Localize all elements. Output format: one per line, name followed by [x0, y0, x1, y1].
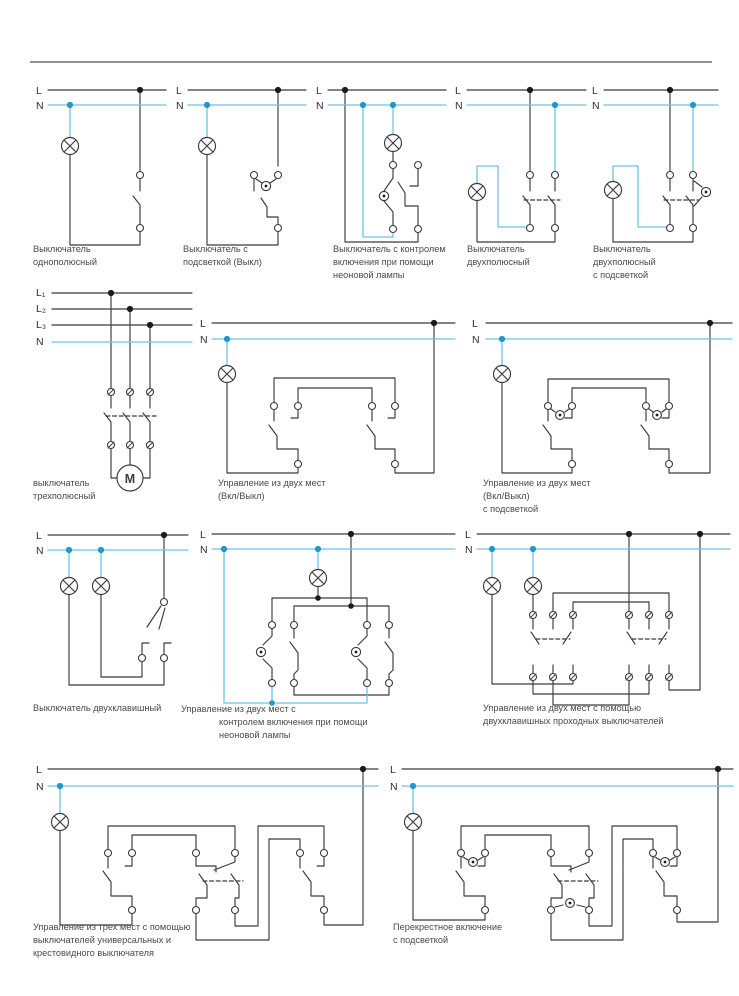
svg-text:выключателей универсальных и: выключателей универсальных и	[33, 935, 172, 945]
wiring	[212, 534, 455, 695]
line-label: L	[200, 318, 206, 330]
svg-text:Управление из двух мест: Управление из двух мест	[218, 478, 326, 488]
switch-terminals	[139, 599, 168, 662]
lamp-icon	[405, 814, 422, 831]
svg-text:Выключатель: Выключатель	[593, 244, 651, 254]
wiring	[48, 90, 166, 245]
svg-text:Выключатель двухклавишный: Выключатель двухклавишный	[33, 703, 162, 713]
diagram-two-way-control	[200, 318, 455, 501]
neutral-wiring	[467, 105, 586, 227]
lamp-icon	[484, 578, 501, 595]
caption	[33, 922, 191, 958]
line-label: L	[36, 764, 42, 776]
neutral-wiring	[212, 549, 455, 703]
svg-text:(Вкл/Выкл): (Вкл/Выкл)	[483, 491, 530, 501]
line-label: L	[592, 85, 598, 97]
line-label: L	[36, 85, 42, 97]
caption	[333, 244, 446, 280]
neon-lamp-icon	[469, 858, 478, 867]
wiring	[212, 323, 455, 473]
neutral-label: N	[36, 545, 44, 557]
svg-text:двухполюсный: двухполюсный	[467, 257, 530, 267]
line-label: L	[390, 764, 396, 776]
caption	[593, 244, 656, 280]
neutral-label: N	[36, 781, 44, 793]
wiring	[188, 90, 306, 245]
wiring	[486, 323, 732, 473]
line1-label: L₁	[36, 287, 46, 299]
line2-label: L₂	[36, 303, 46, 315]
svg-text:включения при помощи: включения при помощи	[333, 257, 434, 267]
svg-text:Выключатель с контролем: Выключатель с контролем	[333, 244, 446, 254]
wiring	[52, 293, 192, 478]
neon-lamp-icon	[566, 899, 575, 908]
neutral-label: N	[592, 100, 600, 112]
svg-text:Управление из двух мест с: Управление из двух мест с	[181, 704, 296, 714]
neutral-wiring	[212, 339, 455, 365]
diagram-double-pole-switch	[455, 85, 586, 267]
switch-terminals	[530, 612, 673, 681]
lamp-icon	[219, 366, 236, 383]
lamp-icon	[494, 366, 511, 383]
neutral-label: N	[36, 336, 44, 348]
svg-text:Управление из трех мест с помо: Управление из трех мест с помощью	[33, 922, 191, 932]
lamp-icon	[385, 135, 402, 152]
svg-text:с подсветкой: с подсветкой	[593, 270, 649, 280]
caption	[181, 704, 368, 740]
neon-lamp-icon	[556, 411, 565, 420]
svg-text:(Вкл/Выкл): (Вкл/Выкл)	[218, 491, 265, 501]
caption	[183, 244, 262, 267]
caption	[33, 703, 161, 713]
neutral-wiring	[48, 105, 166, 137]
wiring	[477, 534, 730, 705]
svg-text:Управление из двух мест с помо: Управление из двух мест с помощью	[483, 703, 641, 713]
neutral-label: N	[455, 100, 463, 112]
neutral-label: N	[390, 781, 398, 793]
svg-text:Выключатель: Выключатель	[467, 244, 525, 254]
diagram-three-location-control	[33, 764, 378, 958]
neon-lamp-icon	[351, 647, 360, 656]
svg-text:неоновой лампы: неоновой лампы	[219, 730, 291, 740]
neon-lamp-icon	[256, 647, 265, 656]
line-label: L	[455, 85, 461, 97]
svg-text:подсветкой (Выкл): подсветкой (Выкл)	[183, 257, 262, 267]
lamp-icon	[61, 578, 78, 595]
neutral-label: N	[316, 100, 324, 112]
caption	[483, 478, 591, 514]
wiring	[48, 769, 378, 940]
lamp-icon	[52, 814, 69, 831]
svg-text:Управление из двух мест: Управление из двух мест	[483, 478, 591, 488]
junction-dots	[221, 531, 354, 706]
caption	[467, 244, 530, 267]
svg-text:двухполюсный: двухполюсный	[593, 257, 656, 267]
neutral-wiring	[402, 786, 733, 813]
lamp-icon	[62, 138, 79, 155]
neon-lamp-icon	[701, 187, 710, 196]
lamp-icon	[525, 578, 542, 595]
wiring	[328, 90, 446, 242]
line-label: L	[465, 529, 471, 541]
neon-lamp-icon	[653, 411, 662, 420]
neon-lamp-icon	[261, 181, 270, 190]
svg-text:неоновой лампы: неоновой лампы	[333, 270, 405, 280]
neon-lamp-icon	[661, 858, 670, 867]
neutral-label: N	[200, 334, 208, 346]
diagram-single-pole-switch	[33, 85, 166, 267]
neutral-wiring	[604, 105, 718, 227]
neutral-wiring	[486, 339, 732, 365]
switch-terminals	[269, 622, 393, 687]
diagram-three-pole-switch-motor	[33, 287, 192, 501]
svg-text:с подсветкой: с подсветкой	[393, 935, 449, 945]
line-label: L	[316, 85, 322, 97]
neutral-wiring	[477, 549, 730, 577]
caption	[393, 922, 502, 945]
wiring	[402, 769, 733, 940]
caption	[33, 478, 95, 501]
switch-terminals	[251, 172, 282, 232]
line-label: L	[472, 318, 478, 330]
line-label: L	[176, 85, 182, 97]
neutral-label: N	[465, 544, 473, 556]
svg-text:с подсветкой: с подсветкой	[483, 504, 539, 514]
line3-label: L₃	[36, 319, 47, 331]
neutral-wiring	[188, 105, 306, 137]
switch-terminals	[527, 172, 559, 232]
svg-text:выключатель: выключатель	[33, 478, 90, 488]
neutral-wiring	[48, 550, 188, 577]
line-label: L	[200, 529, 206, 541]
lamp-icon	[93, 578, 110, 595]
svg-text:Выключатель с: Выключатель с	[183, 244, 248, 254]
diagram-cross-switching-with-indicator	[390, 764, 733, 945]
diagram-two-gang-switch	[33, 530, 188, 713]
diagram-double-pole-switch-with-indicator	[592, 85, 718, 280]
svg-text:контролем включения при помощи: контролем включения при помощи	[219, 717, 368, 727]
caption	[483, 703, 664, 726]
neutral-label: N	[176, 100, 184, 112]
svg-text:трехполюсный: трехполюсный	[33, 491, 96, 501]
caption	[218, 478, 326, 501]
diagram-switch-with-indicator-off	[176, 85, 306, 267]
neutral-wiring	[48, 786, 378, 813]
lamp-icon	[469, 184, 486, 201]
diagram-two-way-control-neon	[181, 529, 455, 740]
neutral-label: N	[200, 544, 208, 556]
lamp-icon	[199, 138, 216, 155]
neon-lamp-icon	[379, 191, 388, 200]
svg-text:однополюсный: однополюсный	[33, 257, 97, 267]
line-label: L	[36, 530, 42, 542]
lamp-icon	[310, 570, 327, 587]
neutral-wiring	[328, 105, 446, 237]
switch-terminals	[271, 403, 399, 468]
motor-icon	[117, 465, 143, 491]
svg-text:Выключатель: Выключатель	[33, 244, 91, 254]
switch-terminals	[667, 172, 697, 232]
svg-text:Перекрестное включение: Перекрестное включение	[393, 922, 503, 932]
diagram-switch-with-neon-on-control	[316, 85, 446, 280]
neutral-label: N	[472, 334, 480, 346]
neutral-label: N	[36, 100, 44, 112]
caption	[33, 244, 97, 267]
svg-text:M: M	[124, 472, 136, 486]
lamp-icon	[605, 182, 622, 199]
diagram-two-way-control-with-indicator	[472, 318, 732, 514]
diagram-two-way-control-two-gang	[465, 529, 730, 726]
svg-text:крестовидного выключателя: крестовидного выключателя	[33, 948, 155, 958]
svg-text:двухклавишных проходных выключ: двухклавишных проходных выключателей	[483, 716, 664, 726]
